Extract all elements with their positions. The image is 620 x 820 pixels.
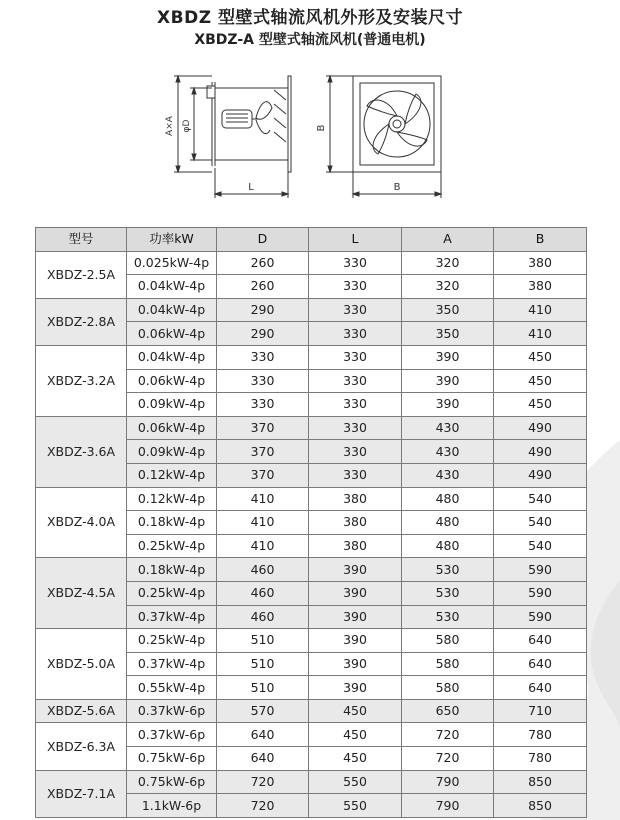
spec-table xyxy=(35,227,587,818)
cell-l: 330 xyxy=(309,322,402,346)
cell-l: 330 xyxy=(309,393,402,417)
dimension-label-b-bottom: B xyxy=(393,182,401,193)
cell-l: 330 xyxy=(309,416,402,440)
table-row xyxy=(36,416,587,440)
cell-b: 450 xyxy=(494,369,587,393)
cell-a: 580 xyxy=(402,652,494,676)
cell-a: 390 xyxy=(402,369,494,393)
cell-l: 550 xyxy=(309,770,402,794)
cell-model: XBDZ-7.1A xyxy=(36,770,127,817)
cell-power: 0.55kW-4p xyxy=(127,676,217,700)
cell-l: 330 xyxy=(309,463,402,487)
cell-l: 390 xyxy=(309,652,402,676)
cell-a: 480 xyxy=(402,534,494,558)
cell-b: 590 xyxy=(494,581,587,605)
cell-b: 540 xyxy=(494,511,587,535)
cell-power: 0.06kW-4p xyxy=(127,369,217,393)
header-l: L xyxy=(309,228,402,252)
cell-power: 0.75kW-6p xyxy=(127,747,217,771)
cell-b: 490 xyxy=(494,416,587,440)
cell-b: 590 xyxy=(494,605,587,629)
cell-a: 790 xyxy=(402,794,494,818)
cell-power: 0.37kW-6p xyxy=(127,723,217,747)
cell-l: 330 xyxy=(309,298,402,322)
cell-d: 460 xyxy=(217,558,309,582)
fan-front-view xyxy=(326,76,441,198)
cell-a: 320 xyxy=(402,275,494,299)
cell-a: 650 xyxy=(402,699,494,723)
cell-power: 0.37kW-4p xyxy=(127,652,217,676)
cell-l: 330 xyxy=(309,369,402,393)
cell-l: 550 xyxy=(309,794,402,818)
cell-d: 330 xyxy=(217,369,309,393)
cell-a: 530 xyxy=(402,605,494,629)
cell-power: 0.37kW-6p xyxy=(127,699,217,723)
cell-a: 430 xyxy=(402,463,494,487)
cell-l: 330 xyxy=(309,440,402,464)
cell-power: 0.09kW-4p xyxy=(127,393,217,417)
cell-d: 410 xyxy=(217,511,309,535)
cell-l: 330 xyxy=(309,345,402,369)
header-b: B xyxy=(494,228,587,252)
cell-b: 540 xyxy=(494,487,587,511)
cell-power: 0.25kW-4p xyxy=(127,534,217,558)
header-d: D xyxy=(217,228,309,252)
cell-d: 640 xyxy=(217,723,309,747)
cell-l: 450 xyxy=(309,723,402,747)
cell-d: 330 xyxy=(217,345,309,369)
cell-l: 330 xyxy=(309,275,402,299)
cell-l: 390 xyxy=(309,629,402,653)
table-row xyxy=(36,345,587,369)
cell-b: 780 xyxy=(494,723,587,747)
cell-a: 580 xyxy=(402,676,494,700)
cell-d: 370 xyxy=(217,440,309,464)
header-model: 型号 xyxy=(36,228,127,252)
cell-b: 410 xyxy=(494,322,587,346)
dimension-label-b-side: B xyxy=(316,124,327,132)
cell-a: 530 xyxy=(402,581,494,605)
cell-d: 410 xyxy=(217,487,309,511)
cell-d: 410 xyxy=(217,534,309,558)
cell-d: 370 xyxy=(217,463,309,487)
cell-b: 540 xyxy=(494,534,587,558)
cell-power: 0.18kW-4p xyxy=(127,511,217,535)
cell-model: XBDZ-6.3A xyxy=(36,723,127,770)
table-row xyxy=(36,699,587,723)
cell-l: 380 xyxy=(309,487,402,511)
cell-model: XBDZ-2.8A xyxy=(36,298,127,345)
cell-model: XBDZ-5.6A xyxy=(36,699,127,723)
cell-d: 510 xyxy=(217,629,309,653)
cell-l: 450 xyxy=(309,699,402,723)
cell-power: 1.1kW-6p xyxy=(127,794,217,818)
table-row xyxy=(36,629,587,653)
cell-l: 390 xyxy=(309,605,402,629)
cell-b: 380 xyxy=(494,275,587,299)
header-power: 功率kW xyxy=(127,228,217,252)
table-row xyxy=(36,298,587,322)
cell-d: 570 xyxy=(217,699,309,723)
page-subtitle: XBDZ-A 型壁式轴流风机(普通电机) xyxy=(194,32,426,48)
cell-a: 790 xyxy=(402,770,494,794)
cell-d: 370 xyxy=(217,416,309,440)
cell-b: 590 xyxy=(494,558,587,582)
table-header-row xyxy=(36,228,587,252)
cell-power: 0.75kW-6p xyxy=(127,770,217,794)
cell-a: 390 xyxy=(402,345,494,369)
cell-l: 450 xyxy=(309,747,402,771)
cell-power: 0.04kW-4p xyxy=(127,298,217,322)
cell-d: 290 xyxy=(217,298,309,322)
cell-b: 450 xyxy=(494,345,587,369)
cell-b: 640 xyxy=(494,676,587,700)
cell-d: 640 xyxy=(217,747,309,771)
dimension-label-d: φD xyxy=(182,119,192,133)
cell-l: 380 xyxy=(309,534,402,558)
cell-b: 640 xyxy=(494,629,587,653)
cell-model: XBDZ-3.6A xyxy=(36,416,127,487)
cell-a: 430 xyxy=(402,416,494,440)
table-row xyxy=(36,487,587,511)
cell-model: XBDZ-2.5A xyxy=(36,251,127,298)
cell-d: 260 xyxy=(217,275,309,299)
cell-b: 850 xyxy=(494,794,587,818)
cell-power: 0.25kW-4p xyxy=(127,629,217,653)
cell-power: 0.09kW-4p xyxy=(127,440,217,464)
cell-power: 0.025kW-4p xyxy=(127,251,217,275)
cell-power: 0.04kW-4p xyxy=(127,275,217,299)
cell-d: 260 xyxy=(217,251,309,275)
table-row xyxy=(36,770,587,794)
cell-b: 450 xyxy=(494,393,587,417)
cell-power: 0.06kW-4p xyxy=(127,416,217,440)
cell-d: 720 xyxy=(217,794,309,818)
cell-b: 490 xyxy=(494,440,587,464)
cell-a: 320 xyxy=(402,251,494,275)
dimension-label-axa: A×A xyxy=(165,116,175,136)
cell-power: 0.12kW-4p xyxy=(127,463,217,487)
header-a: A xyxy=(402,228,494,252)
cell-b: 490 xyxy=(494,463,587,487)
fan-outline-drawing xyxy=(150,58,480,210)
cell-d: 290 xyxy=(217,322,309,346)
cell-b: 780 xyxy=(494,747,587,771)
cell-d: 330 xyxy=(217,393,309,417)
cell-d: 720 xyxy=(217,770,309,794)
cell-a: 530 xyxy=(402,558,494,582)
cell-power: 0.18kW-4p xyxy=(127,558,217,582)
table-body xyxy=(36,251,587,817)
cell-b: 380 xyxy=(494,251,587,275)
cell-b: 410 xyxy=(494,298,587,322)
cell-d: 510 xyxy=(217,676,309,700)
cell-a: 580 xyxy=(402,629,494,653)
cell-power: 0.12kW-4p xyxy=(127,487,217,511)
cell-l: 390 xyxy=(309,558,402,582)
cell-power: 0.25kW-4p xyxy=(127,581,217,605)
cell-a: 480 xyxy=(402,511,494,535)
cell-model: XBDZ-3.2A xyxy=(36,345,127,416)
cell-d: 460 xyxy=(217,581,309,605)
cell-l: 330 xyxy=(309,251,402,275)
cell-a: 350 xyxy=(402,298,494,322)
cell-d: 460 xyxy=(217,605,309,629)
table-row xyxy=(36,723,587,747)
dimension-label-l: L xyxy=(248,182,254,193)
cell-power: 0.37kW-4p xyxy=(127,605,217,629)
cell-l: 380 xyxy=(309,511,402,535)
fan-side-view xyxy=(174,76,291,198)
cell-a: 480 xyxy=(402,487,494,511)
cell-l: 390 xyxy=(309,581,402,605)
table-row xyxy=(36,558,587,582)
page-title: XBDZ 型壁式轴流风机外形及安装尺寸 xyxy=(157,8,463,28)
cell-a: 390 xyxy=(402,393,494,417)
cell-a: 350 xyxy=(402,322,494,346)
cell-a: 430 xyxy=(402,440,494,464)
cell-power: 0.06kW-4p xyxy=(127,322,217,346)
table-row xyxy=(36,251,587,275)
cell-b: 640 xyxy=(494,652,587,676)
cell-model: XBDZ-4.0A xyxy=(36,487,127,558)
cell-a: 720 xyxy=(402,747,494,771)
cell-power: 0.04kW-4p xyxy=(127,345,217,369)
cell-b: 850 xyxy=(494,770,587,794)
cell-model: XBDZ-5.0A xyxy=(36,629,127,700)
cell-d: 510 xyxy=(217,652,309,676)
cell-a: 720 xyxy=(402,723,494,747)
cell-l: 390 xyxy=(309,676,402,700)
cell-model: XBDZ-4.5A xyxy=(36,558,127,629)
cell-b: 710 xyxy=(494,699,587,723)
